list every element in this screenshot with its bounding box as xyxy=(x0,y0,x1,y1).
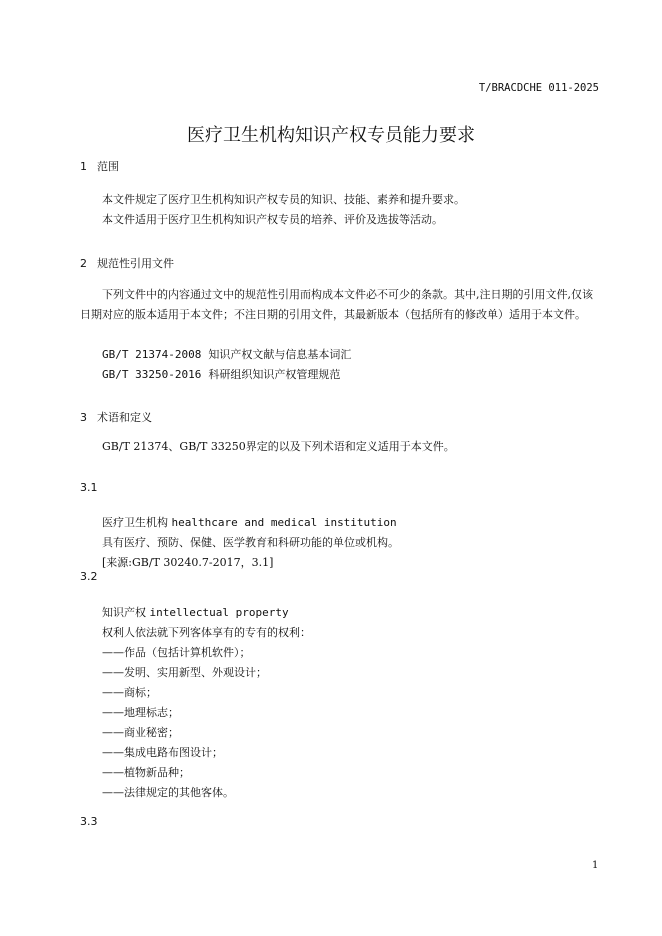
term-en: healthcare and medical institution xyxy=(171,516,397,529)
term-heading xyxy=(102,513,397,533)
page-number: 1 xyxy=(592,860,599,871)
terms-intro: GB/T 21374、GB/T 33250界定的以及下列术语和定义适用于本文件。 xyxy=(102,440,455,453)
normative-ref-2 xyxy=(102,365,340,385)
term-heading xyxy=(102,603,289,623)
term-definition: 权利人依法就下列客体享有的专有的权利： xyxy=(102,626,311,639)
list-item: ——商标； xyxy=(102,686,157,699)
document-code: T/BRACDCHE 011-2025 xyxy=(478,82,599,94)
section-number: 1 xyxy=(80,160,87,173)
term-definition: 具有医疗、预防、保健、医学教育和科研功能的单位或机构。 xyxy=(102,536,399,549)
ref-code: GB/T 33250-2016 xyxy=(102,368,202,381)
clause-number: 3.1 xyxy=(80,481,98,494)
section-heading-scope xyxy=(80,158,119,174)
list-item: ——地理标志； xyxy=(102,706,179,719)
list-item: ——法律规定的其他客体。 xyxy=(102,786,234,799)
section-title: 规范性引用文件 xyxy=(97,257,174,270)
term-source: [来源:GB/T 30240.7-2017，3.1] xyxy=(102,556,274,569)
term-en: intellectual property xyxy=(149,606,289,619)
ref-title: 科研组织知识产权管理规范 xyxy=(208,368,341,381)
section-number: 2 xyxy=(80,257,87,270)
ref-title: 知识产权文献与信息基本词汇 xyxy=(208,348,352,361)
section-title: 范围 xyxy=(97,160,119,173)
ref-code: GB/T 21374-2008 xyxy=(102,348,202,361)
normative-ref-1 xyxy=(102,345,351,365)
list-item: ——植物新品种； xyxy=(102,766,190,779)
list-item: ——发明、实用新型、外观设计； xyxy=(102,666,267,679)
section-heading-normative xyxy=(80,255,174,271)
list-item: ——作品（包括计算机软件）； xyxy=(102,646,251,659)
scope-paragraph-2: 本文件适用于医疗卫生机构知识产权专员的培养、评价及选拔等活动。 xyxy=(102,213,443,226)
list-item: ——集成电路布图设计； xyxy=(102,746,223,759)
clause-number: 3.3 xyxy=(80,815,98,828)
section-title: 术语和定义 xyxy=(97,411,152,424)
term-zh: 知识产权 xyxy=(102,606,146,619)
section-heading-terms xyxy=(80,409,152,425)
term-zh: 医疗卫生机构 xyxy=(102,516,168,529)
clause-number: 3.2 xyxy=(80,570,98,583)
scope-paragraph-1: 本文件规定了医疗卫生机构知识产权专员的知识、技能、素养和提升要求。 xyxy=(102,193,465,206)
document-title: 医疗卫生机构知识产权专员能力要求 xyxy=(187,125,475,146)
list-item: ——商业秘密； xyxy=(102,726,179,739)
section-number: 3 xyxy=(80,411,87,424)
normative-intro: 下列文件中的内容通过文中的规范性引用而构成本文件必不可少的条款。其中,注日期的引用文件,仅该日期对应的版本适用于本文件；不注日期的引用文件，其最新版本（包括所有的修改单）适用于本文件。 xyxy=(80,288,593,321)
